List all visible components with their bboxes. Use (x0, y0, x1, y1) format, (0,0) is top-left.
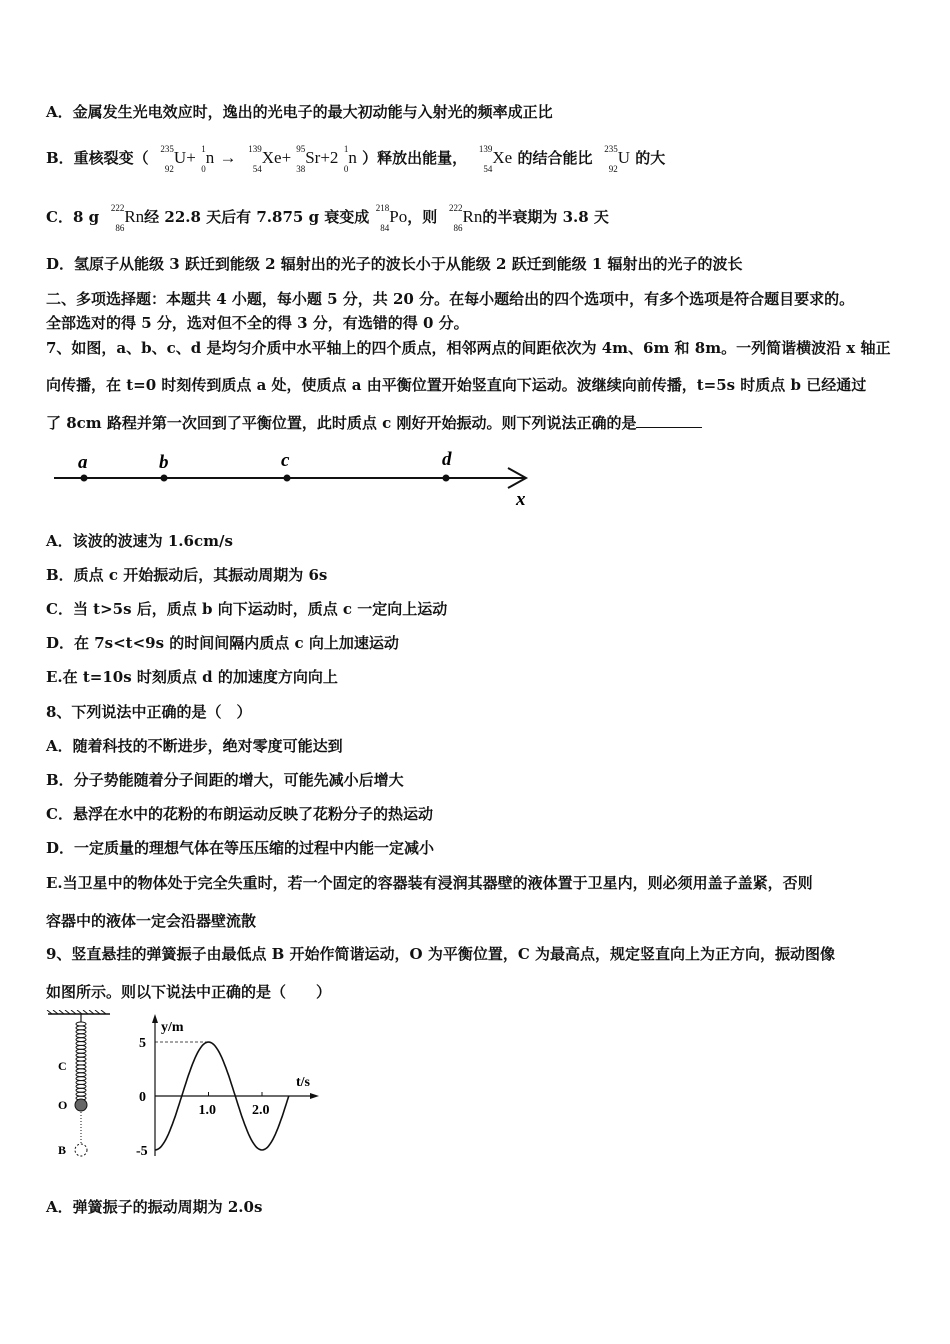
q7-option-b: B．质点 c 开始振动后，其振动周期为 6s (46, 566, 328, 584)
q9-stem-line2: 如图所示。则以下说法中正确的是（ ） (46, 983, 332, 1001)
q7-axis-diagram (40, 444, 540, 510)
point-d-label: d (442, 449, 452, 470)
point-a-dot (81, 475, 88, 482)
label-O: O (58, 1098, 68, 1112)
option-d-hydrogen: D．氢原子从能级 3 跃迁到能级 2 辐射出的光子的波长小于从能级 2 跃迁到能级 1 辐射出的光子的波长 (46, 255, 743, 273)
option-c-halflife: C．8 g 222 86 Rn经 22.8 天后有 7.875 g 衰变成 218 84 Po，则 222 86 Rn的半衰期为 3.8 天 (46, 203, 609, 233)
nuclide-u235: 235 92 (160, 144, 174, 174)
option-a-photoelectric: A．金属发生光电效应时，逸出的光电子的最大初动能与入射光的频率成正比 (46, 103, 553, 121)
point-b-dot (161, 475, 168, 482)
point-d-dot (443, 475, 450, 482)
ball-O (75, 1099, 87, 1111)
q8-option-d: D．一定质量的理想气体在等压压缩的过程中内能一定减小 (46, 839, 435, 857)
label-C: C (58, 1059, 67, 1073)
vibration-graph (124, 1010, 334, 1160)
section2-scoring: 全部选对的得 5 分，选对但不全的得 3 分，有选错的得 0 分。 (46, 314, 469, 332)
q9-stem-line1: 9、竖直悬挂的弹簧振子由最低点 B 开始作简谐运动，O 为平衡位置，C 为最高点，规定竖直向上为正方向，振动图像 (46, 945, 836, 963)
spring-oscillator-diagram (44, 1010, 114, 1160)
t-axis-arrow (310, 1093, 319, 1099)
ball-B-dashed (75, 1144, 87, 1156)
answer-blank (636, 413, 702, 428)
option-b-fission: B．重核裂变（ 235 92 U+ 1 0 n → 139 54 Xe+ 95 38 Sr+2 1 0 n ）释放出能量， 139 54 Xe 的结合能比 235 92 U 的大 (46, 144, 666, 174)
q7-stem-line1: 7、如图，a、b、c、d 是均匀介质中水平轴上的四个质点，相邻两点的间距依次为 4m、6m 和 8m。一列简谐横波沿 x 轴正 (46, 339, 891, 357)
y-axis-arrow (152, 1014, 158, 1023)
spring-coil (76, 1022, 86, 1100)
q7-option-c: C．当 t>5s 后，质点 b 向下运动时，质点 c 一定向上运动 (46, 600, 448, 618)
y-tick-label: 0 (139, 1090, 146, 1105)
y-tick-label: -5 (136, 1144, 148, 1159)
point-c-label: c (281, 450, 290, 471)
x-tick-label: 2.0 (252, 1103, 270, 1118)
t-axis-label: t/s (296, 1075, 310, 1090)
q7-stem-line2: 向传播，在 t=0 时刻传到质点 a 处，使质点 a 由平衡位置开始竖直向下运动。波继续向前传播，t=5s 时质点 b 已经通过 (46, 376, 867, 394)
q8-option-e-line2: 容器中的液体一定会沿器壁流散 (46, 912, 257, 930)
point-c-dot (284, 475, 291, 482)
q8-option-e-line1: E.当卫星中的物体处于完全失重时，若一个固定的容器装有浸润其器壁的液体置于卫星内，则必须用盖子盖紧，否则 (46, 874, 813, 892)
y-tick-label: 5 (139, 1036, 146, 1051)
q8-option-a: A．随着科技的不断进步，绝对零度可能达到 (46, 737, 343, 755)
arrow-symbol: → (219, 148, 237, 167)
x-tick-label: 1.0 (198, 1103, 216, 1118)
axis-x-label: x (516, 489, 526, 510)
q7-stem-line3: 了 8cm 路程并第一次回到了平衡位置，此时质点 c 刚好开始振动。则下列说法正确的是 (46, 413, 702, 433)
point-b-label: b (159, 452, 169, 473)
q8-option-c: C．悬浮在水中的花粉的布朗运动反映了花粉分子的热运动 (46, 805, 433, 823)
y-axis-label: y/m (161, 1020, 184, 1035)
q7-option-a: A．该波的波速为 1.6cm/s (46, 532, 233, 550)
section2-heading: 二、多项选择题：本题共 4 小题，每小题 5 分，共 20 分。在每小题给出的四个选项中，有多个选项是符合题目要求的。 (46, 290, 855, 308)
q7-option-d: D．在 7s<t<9s 的时间间隔内质点 c 向上加速运动 (46, 634, 399, 652)
point-a-label: a (78, 452, 88, 473)
label-B: B (58, 1143, 67, 1157)
q8-stem: 8、下列说法中正确的是（ ） (46, 703, 252, 721)
q9-option-a: A．弹簧振子的振动周期为 2.0s (46, 1198, 263, 1216)
q7-option-e: E.在 t=10s 时刻质点 d 的加速度方向向上 (46, 668, 338, 686)
q8-option-b: B．分子势能随着分子间距的增大，可能先减小后增大 (46, 771, 404, 789)
